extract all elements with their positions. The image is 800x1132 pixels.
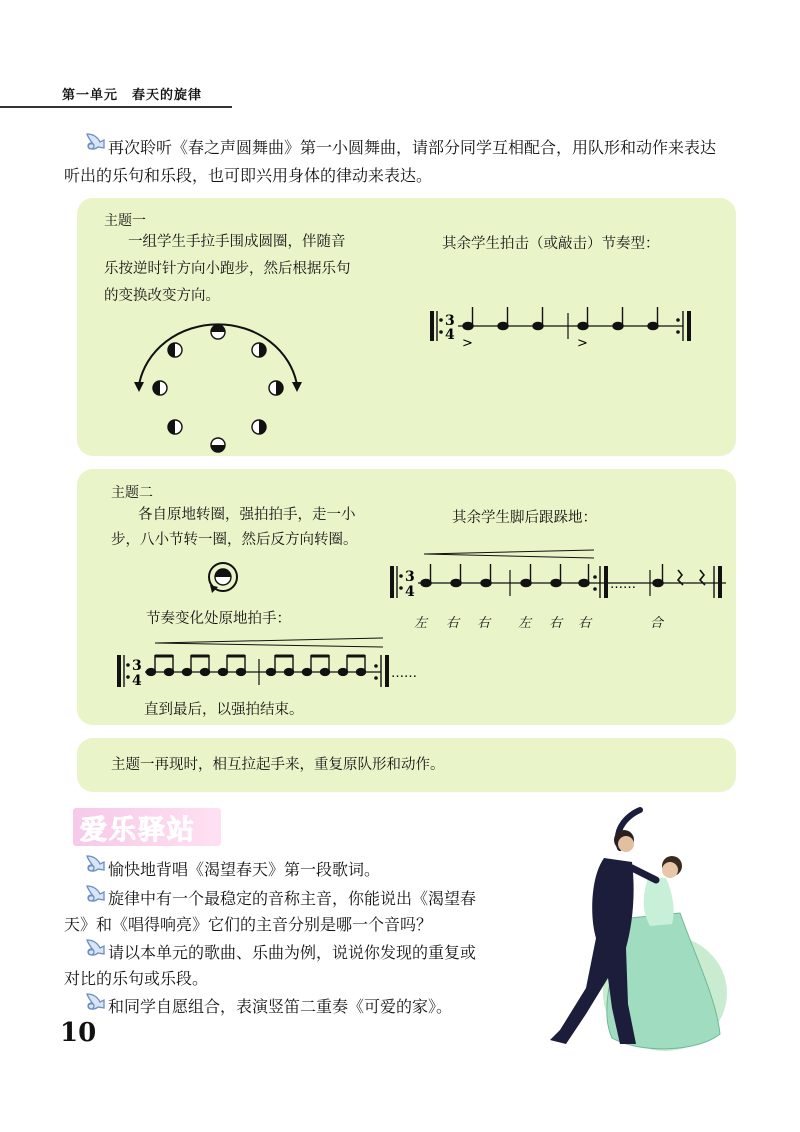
intro-line-1: 再次聆听《春之声圆舞曲》第一小圆舞曲，请部分同学互相配合，用队形和动作来表达 [108, 138, 717, 157]
foot-label-3: 右 [477, 616, 491, 631]
section-title: 爱乐驿站 [80, 815, 196, 846]
stomp-dots: …… [610, 577, 636, 592]
circle-formation-diagram [125, 310, 315, 465]
time-sig-bottom: 4 [445, 327, 455, 343]
theme2-clap-staff [115, 633, 425, 693]
theme2-stomp-staff [388, 546, 738, 604]
activity-1: 愉快地背唱《渴望春天》第一段歌词。 [108, 860, 381, 879]
theme2-label: 主题二 [111, 485, 153, 501]
intro-line-2: 听出的乐句和乐段，也可即兴用身体的律动来表达。 [64, 166, 433, 185]
theme2-clap-caption: 节奏变化处原地拍手： [146, 611, 291, 627]
time-sig-bottom-2: 4 [405, 584, 415, 600]
foot-label-2: 右 [446, 616, 460, 631]
foot-label-6: 右 [578, 616, 592, 631]
reprise-text: 主题一再现时，相互拉起手来，重复原队形和动作。 [111, 757, 445, 773]
activity-3-line-1: 请以本单元的歌曲、乐曲为例，说说你发现的重复或 [108, 943, 477, 962]
time-sig-top-3: 3 [132, 658, 142, 674]
accent-mark-1: > [462, 336, 473, 351]
horn-icon [84, 936, 106, 958]
theme2-text-1: 各自原地转圈，强拍拍手，走一小 [138, 507, 356, 523]
theme1-rhythm-staff [428, 305, 708, 355]
foot-label-4: 左 [518, 616, 532, 631]
theme2-ending: 直到最后，以强拍结束。 [144, 702, 304, 718]
clap-dots: …… [391, 666, 417, 681]
horn-icon [84, 130, 106, 152]
time-sig-bottom-3: 4 [132, 673, 142, 689]
foot-label-1: 左 [414, 616, 428, 631]
theme2-stomp-caption: 其余学生脚后跟跺地： [452, 510, 597, 526]
theme1-label: 主题一 [104, 213, 146, 229]
time-sig-top-2: 3 [405, 569, 415, 585]
accent-mark-2: > [577, 336, 588, 351]
header-rule [0, 106, 232, 108]
foot-label-5: 右 [549, 616, 563, 631]
theme1-text-2: 乐按逆时针方向小跑步，然后根据乐句 [104, 261, 351, 277]
theme2-text-2: 步，八小节转一圈，然后反方向转圈。 [111, 532, 358, 548]
ballroom-dancers-photo [520, 808, 740, 1058]
theme1-text-1: 一组学生手拉手围成圆圈，伴随音 [128, 234, 346, 250]
horn-icon [84, 990, 106, 1012]
horn-icon [84, 852, 106, 874]
activity-2-line-2: 天》和《唱得响亮》它们的主音分别是哪一个音吗？ [64, 915, 433, 934]
page-number: 10 [60, 1018, 97, 1048]
theme1-rhythm-caption: 其余学生拍击（或敲击）节奏型： [442, 236, 660, 252]
horn-icon [84, 882, 106, 904]
foot-label-7: 合 [650, 616, 664, 631]
dancer-markers [153, 325, 283, 452]
activity-4: 和同学自愿组合，表演竖笛二重奏《可爱的家》。 [108, 997, 453, 1016]
activity-2-line-1: 旋律中有一个最稳定的音称主音，你能说出《渴望春 [108, 889, 477, 908]
activity-3-line-2: 对比的乐句或乐段。 [64, 969, 209, 988]
unit-title: 第一单元 春天的旋律 [62, 88, 203, 103]
theme1-text-3: 的变换改变方向。 [104, 288, 220, 304]
rotate-icon [203, 557, 243, 601]
time-sig-top: 3 [445, 313, 455, 329]
